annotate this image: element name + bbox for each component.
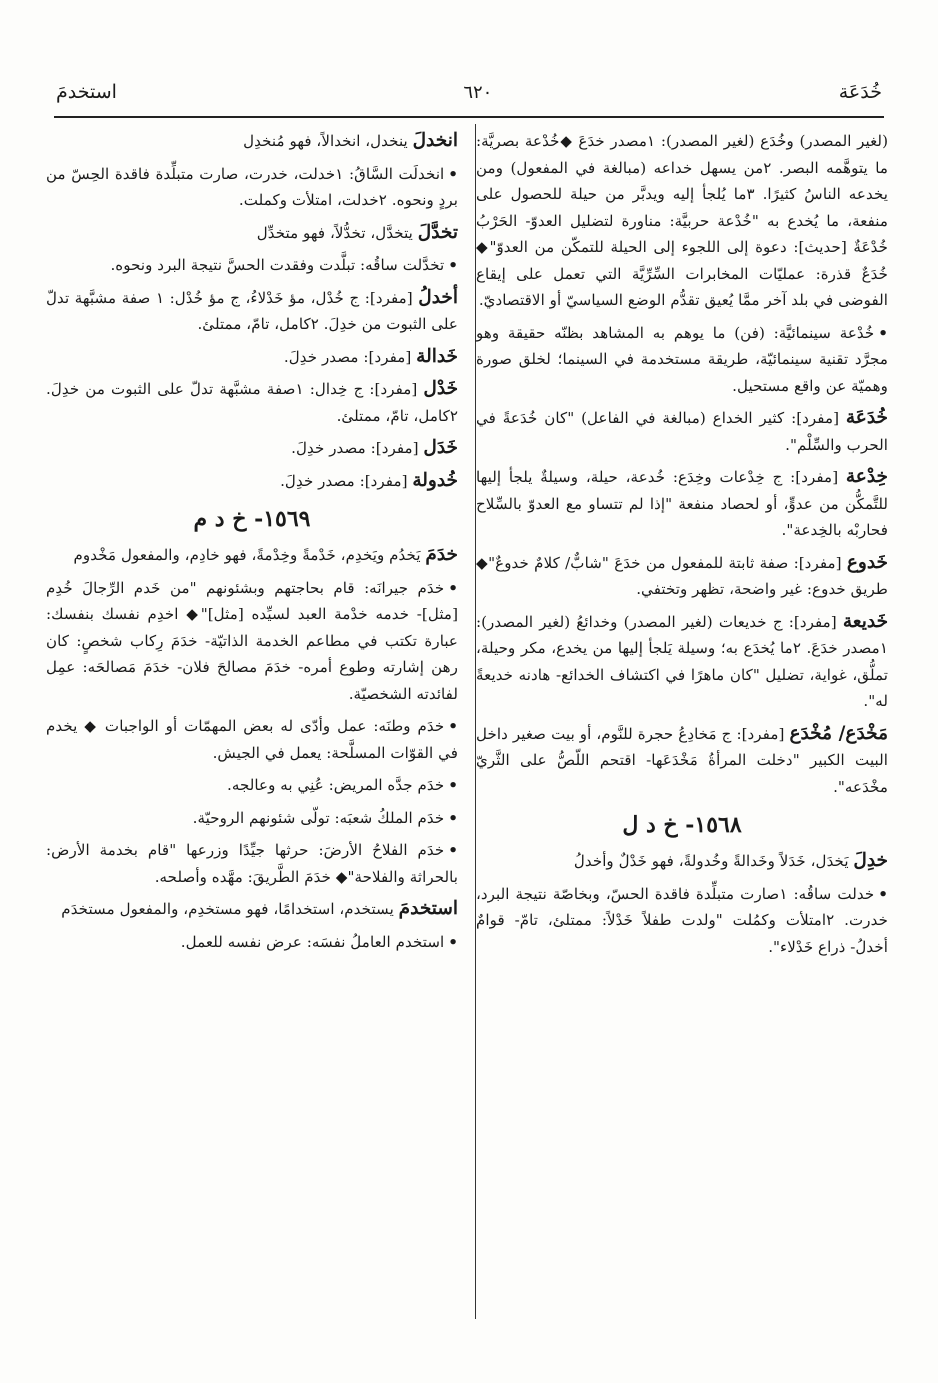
bullet-icon: •	[878, 884, 888, 903]
entry-sense	[476, 881, 888, 961]
entry-sense	[46, 713, 458, 766]
entry-headword: مَخْدَع/ مُخْدَع	[789, 722, 889, 744]
sense-text: خُدْعة سينمائيَّة: (فن) ما يوهم به المشاهد بظنّه حقيقة وهو مجرَّد تقنية سينمائيّة، طريقة مستخدمة في السينما؛ لخلق صورة وهميّة عن واقع مستحيل.	[476, 323, 888, 395]
entry-headword: خَديعة	[842, 610, 889, 632]
dictionary-entry	[476, 721, 888, 801]
root-heading: ١٥٦٨- خ د ل	[622, 812, 742, 838]
dictionary-entry	[46, 344, 458, 371]
sense-text: خدَم جدَّه المريض: عُنِي به وعالجه.	[227, 776, 445, 794]
entry-definition: [مفرد]: ج خِدال: ١صفة مشبَّهة تدلّ على الثبوت من خدِلَ. ٢كامل، تامّ، ممتلئ.	[46, 380, 458, 425]
bullet-icon: •	[878, 323, 888, 342]
bullet-icon: •	[448, 841, 458, 859]
bullet-icon: •	[448, 164, 458, 183]
dictionary-entry	[46, 435, 458, 462]
entry-sense	[46, 161, 458, 214]
entry-definition: يَخدَل، خَدَلاً وخَدالةً وخُدولةً، فهو خَدْلٌ وأخدلُ	[573, 852, 849, 870]
sense-text: خدَم الفلاحُ الأرضَ: حرثها جيِّدًا وزرعها "قام بخدمة الأرض: بالحراثة والفلاحة"◆ خدَمَ الطَّريقَ: مهَّده وأصلحه.	[46, 841, 458, 886]
entry-sense	[46, 837, 458, 890]
dictionary-entry	[46, 468, 458, 495]
entry-headword: خُدولة	[412, 469, 458, 491]
bullet-icon: •	[448, 808, 458, 827]
page-number: ٦٢٠	[463, 81, 493, 103]
dictionary-entry	[476, 550, 888, 603]
entry-headword: انخدلَ	[412, 130, 458, 151]
sense-text: استخدم العاملُ نفسَه: عرض نفسه للعمل.	[180, 932, 445, 951]
entry-headword: خَدالة	[416, 345, 458, 367]
sense-text: انخدلَت السَّاقُ: ١خدلت، خدرت، صارت متبلِّدة فاقدة الحِسّ من بردٍ ونحوه. ٢خدلت، امتلأت وكملت.	[46, 164, 458, 209]
sense-text: خدلت ساقُه: ١صارت متبلِّدة فاقدة الحسّ، وبخاصّة نتيجة البرد، خدرت. ٢امتلأت وكمُلت "ولدت طفلاً خَدْلاً: ممتلئ، تامّ- قوامٌ أخدلُ- ذراع خَدْلاء".	[476, 884, 888, 956]
entry-definition: [مفرد]: ج مَخادِعُ حجرة للنَّوم، أو بيت صغير داخل البيت الكبير "دخلت المرأةُ مَخْدَعَها- اقتحم اللّصُّ على الثَّريّ مخْدَعه".	[476, 724, 888, 796]
dictionary-entry	[476, 405, 888, 458]
entry-headword: خدِلَ	[853, 850, 888, 871]
entry-headword: خَدَل	[423, 437, 458, 458]
entry-definition: [مفرد]: مصدر خدِلَ.	[283, 347, 412, 366]
entry-sense	[46, 252, 458, 279]
entry-definition: [مفرد]: مصدر خدِلَ.	[280, 471, 408, 490]
entry-headword: خدَمَ	[425, 544, 458, 565]
entry-definition: [مفرد]: صفة ثابتة للمفعول من خدَعَ "شابٌّ/ كلامٌ خدوعٌ"◆ طريق خدوع: غير واضحة، تظهر وتختفي.	[476, 553, 888, 598]
entry-sense	[46, 575, 458, 708]
entry-definition: [مفرد]: مصدر خدِلَ.	[291, 439, 419, 457]
entry-definition: ينخدل، انخدالاً، فهو مُنخدِل	[243, 132, 408, 150]
entry-sense	[46, 929, 458, 956]
bullet-icon: •	[448, 717, 458, 735]
sense-text: تخدَّلت ساقُه: تبلَّدت وفقدت الحسَّ نتيجة البرد ونحوه.	[110, 256, 445, 274]
dictionary-entry	[46, 128, 458, 155]
entry-definition: [مفرد]: ج خُدْل، مؤ خَدْلاءُ، ج مؤ خُدْل: ١ صفة مشبَّهة تدلّ على الثبوت من خدِلَ. ٢كامل، تامّ، ممتلئ.	[46, 288, 458, 333]
header-last-word: استخدمَ	[56, 81, 117, 103]
sense-text: خدَم جيرانَه: قام بحاجتهم وبشئونهم "من خَدم الرِّجالَ خُدِم [مثل]- خدمه خدْمة العبد لسيِّده [مثل]"◆ اخدِم نفسك بنفسك: عبارة تكتب في مطاعم الخدمة الذاتيّة- خدَمَ رِكاب شخصٍ: كان رهن إشارته وطوع أمره- خدَمَ مصالحَ فلان- خدَمَ مَصالحَه: عمِل لفائدته الشخصيّة.	[46, 578, 458, 703]
dictionary-entry	[476, 848, 888, 875]
page-header	[56, 72, 882, 112]
bullet-icon: •	[448, 578, 458, 597]
entry-headword: خُدَعَة	[845, 407, 888, 428]
entry-definition: [مفرد]: كثير الخداع (مبالغة في الفاعل) "كان خُدَعةً في الحرب والسِّلْم".	[476, 409, 888, 454]
dictionary-entry	[46, 220, 458, 247]
header-first-word: خُدَعَة	[838, 81, 882, 103]
entry-headword: خِدْعة	[845, 466, 888, 487]
dictionary-entry	[46, 542, 458, 569]
entry-definition: يتخدَّل، تخدُّلاً، فهو متخدِّل	[256, 223, 413, 242]
bullet-icon: •	[448, 776, 458, 794]
bullet-icon: •	[448, 256, 458, 274]
entry-definition: [مفرد]: ج خِدْعات وخِدَع: خُدعة، حيلة، وسيلةٌ يلجأ إليها للتَّمكُّن من عدوٍّ، أو لحصاد منفعة "إذا لم تتساو مع العدوّ بالسِّلاح فحاربْه بالخِدعة".	[476, 468, 888, 539]
dictionary-entry	[476, 609, 888, 715]
dictionary-entry	[46, 896, 458, 923]
dictionary-entry	[476, 464, 888, 544]
entry-headword: خَدْل	[423, 378, 459, 399]
dictionary-entry	[46, 376, 458, 429]
bullet-icon: •	[448, 932, 458, 951]
entry-definition: يستخدم، استخدامًا، فهو مستخدِم، والمفعول مستخدَم	[61, 900, 394, 918]
entry-continuation: (لغير المصدر) وخُدَع (لغير المصدر): ١مصدر خدَعَ ◆خُدْعة بصريَّة: ما يتوهَّمه البصر. ٢من يسهل خداعه (مبالغة في المفعول) ومن يخدعه الناسُ كثيرًا. ٣ما يُلجأ إليه ويدبَّر من حيلة للحصول على منفعة، ما يُخدع به "خُدْعة حربيَّة: مناورة لتضليل العدوّ- الحَرْبُ خُدْعَةٌ [حديث]: دعوة إلى اللجوء إلى الحيلة للتمكّن من العدوّ"◆ خُدَعٌ قذرة: عمليّات المخابرات السِّرِّيَّة التي تعمل على إيقاع الفوضى في بلد آخر ممَّا يُعيق تقدُّم الوضع السياسيّ أو الاقتصاديّ.	[476, 132, 888, 309]
header-rule	[54, 116, 884, 118]
dictionary-entry	[46, 285, 458, 338]
entry-headword: استخدمَ	[398, 898, 458, 919]
root-heading: ١٥٦٩- خ د م	[193, 506, 311, 532]
entry-definition: يَخدُم ويَخدِم، خَدْمةً وخِدْمةً، فهو خادِم، والمفعول مَخْدوم	[73, 546, 421, 564]
sense-text: خدَم وطنَه: عمل وأدّى له بعض المهمّات أو الواجبات ◆ يخدم في القوّات المسلَّحة: يعمل في الجيش.	[46, 717, 458, 762]
entry-definition: [مفرد]: ج خديعات (لغير المصدر) وخدائعُ (لغير المصدر): ١مصدر خدَعَ. ٢ما يُخدَع به؛ وسيلة يَلجأ إليها من يخدع، مكر وحيلة، تملُّق، غواية، تضليل "كان ماهرًا في اكتشاف الخدائع- هادنه خديعةً له".	[476, 612, 888, 710]
entry-headword: تخدَّلَ	[417, 221, 458, 243]
entry-sense	[476, 320, 888, 400]
entry-sense	[46, 772, 458, 799]
entry-sense	[46, 805, 458, 832]
entry-headword: خَدوع	[846, 551, 888, 573]
right-column	[476, 128, 888, 966]
entry-headword: أخدلُ	[418, 286, 458, 308]
left-column	[46, 128, 458, 961]
sense-text: خدَم الملكُ شعبَه: تولّى شئونهم الروحيّة.	[192, 808, 445, 827]
